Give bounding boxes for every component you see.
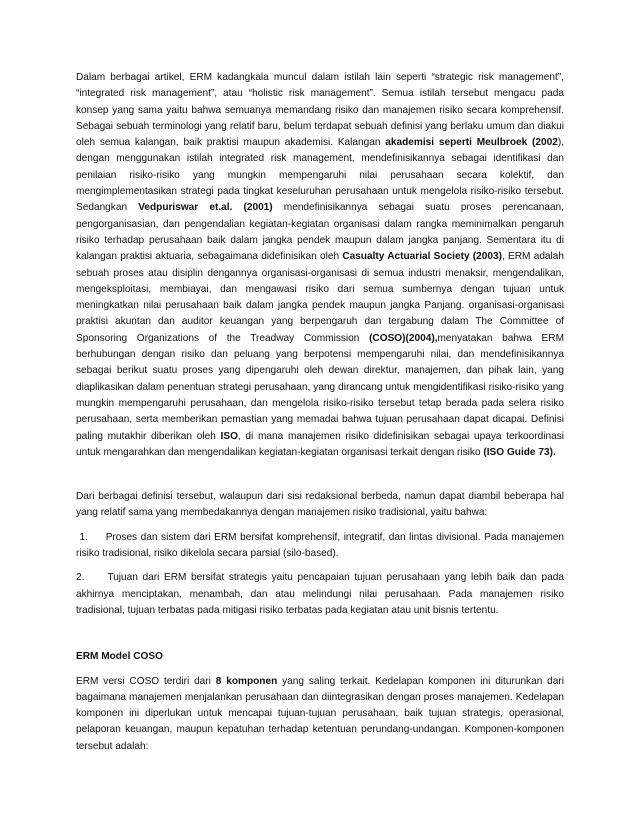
text-run: yang saling terkait. Kedelapan komponen ini diturunkan dari bagaimana manajemen menjalankan perusahaan dan diintegrasikan dengan proses manajemen. Kedelapan komponen ini diperlukan untuk mencapai tujuan-tujuan perusahaan, baik tujuan strategis, operasional, pelaporan keuangan, maupun kepatuhan terhadap ketentuan perundang-undangan. Komponen-komponen tersebut adalah: [76, 675, 565, 752]
paragraph-spacer [76, 522, 564, 530]
bold-citation: (COSO)(2004), [369, 332, 438, 344]
bold-citation: (ISO Guide 73). [483, 446, 556, 458]
list-item-1: 1. Proses dan sistem dari ERM bersifat komprehensif, integratif, dan lintas divisional. Pada manajemen risiko tradisional, risiko dikelola secara parsial (silo-based). [76, 531, 567, 560]
bold-citation: ISO [220, 430, 238, 442]
text-run: , di mana manajemen risiko didefinisikan sebagai upaya terkoordinasi untuk mengarahkan dan mengendalikan kegiatan-kegiatan organisasi terkait dengan risiko [76, 430, 564, 458]
document-body [76, 70, 567, 755]
paragraph-erm-definitions [76, 70, 564, 461]
paragraph-spacer [76, 666, 564, 674]
list-item-2: 2. Tujuan dari ERM bersifat strategis yaitu pencapaian tujuan perusahaan yang lebih baik dan pada akhirnya menciptakan, menambah, dan atau melindungi nilai perusahaan. Pada manajemen risiko tradisional, tujuan terbatas pada mitigasi risiko terbatas pada kegiatan atau unit bisnis tertentu. [76, 572, 567, 616]
bold-citation: Vedpuriswar et.al. (2001) [138, 202, 273, 214]
paragraph-summary: Dari berbagai definisi tersebut, walaupun dari sisi redaksional berbeda, namun dapat diambil beberapa hal yang relatif sama yang membedakannya dengan manajemen risiko tradisional, yaitu bahwa: [76, 491, 564, 519]
paragraph-spacer [76, 562, 564, 570]
bold-citation: Casualty Actuarial Society (2003) [342, 251, 502, 263]
bold-phrase: 8 komponen [215, 675, 278, 687]
paragraph-spacer [76, 461, 564, 489]
bold-citation: akademisi seperti Meulbroek (2002 [385, 137, 558, 149]
paragraph-coso-components [76, 674, 564, 755]
text-run: ), dengan menggunakan istilah integrated risk management, mendefinisikannya sebagai identifikasi dan penilaian risiko-risiko yang mungkin mempengaruhi nilai perusahaan secara kolektif, dan mengimplementasikan strategi pada tingkat keseluruhan perusahaan untuk mengelola risiko-risiko tersebut. Sedangkan [76, 137, 564, 214]
text-run: Dalam berbagai artikel, ERM kadangkala muncul dalam istilah lain seperti “strategic risk management”, “integrated risk management”, atau “holistic risk management”. Semua istilah tersebut mengacu pada konsep yang sama yaitu bahwa semuanya memandang risiko dan manajemen risiko secara komprehensif. Sebagai sebuah terminologi yang relatif baru, belum terdapat sebuah definisi yang berlaku umum dan diakui oleh semua kalangan, baik praktisi maupun akademisi. Kalangan [76, 72, 564, 149]
text-run: mendefinisikannya sebagai suatu proses perencanaan, pengorganisasian, dan pengendalian kegiatan-kegiatan organisasi dalam rangka meminimalkan pengaruh risiko terhadap perusahaan baik dalam jangka pendek maupun dalam jangka panjang. Sementara itu di kalangan praktisi aktuaria, sebagaimana didefinisikan oleh [76, 202, 564, 263]
text-run: ERM versi COSO terdiri dari [76, 675, 216, 687]
paragraph-spacer [76, 619, 564, 649]
text-run: , ERM adalah sebuah proses atau disiplin dengannya organisasi-organisasi di semua industri menaksir, mengendalikan, mengeksploitasi, membiayai, dan mengawasi risiko dari semua sumbernya dengan tujuan untuk meningkatkan nilai perusahaan baik dalam jangka pendek maupun jangka Panjang. organisasi-organisasi praktisi akuntan dan auditor keuangan yang berpengaruh dan tergabung dalam The Committee of Sponsoring Organizations of the Treadway Commission [76, 251, 565, 344]
text-run: menyatakan bahwa ERM berhubungan dengan risiko dan peluang yang berpotensi mempengaruhi nilai, dan mendefinisikannya sebagai berikut suatu proses yang dipengaruhi oleh dewan direktur, manajemen, dan pihak lain, yang diaplikasikan dalam penentuan strategi perusahaan, yang dirancang untuk mengidentifikasi risiko-risiko yang mungkin mempengaruhi perusahaan, dan mengelola risiko-risiko tersebut tetap berada pada selera risiko perusahaan, serta memberikan pemastian yang memadai bahwa tujuan perusahaan dapat dicapai. Definisi paling mutakhir diberikan oleh [76, 332, 564, 442]
section-heading: ERM Model COSO [76, 651, 163, 663]
